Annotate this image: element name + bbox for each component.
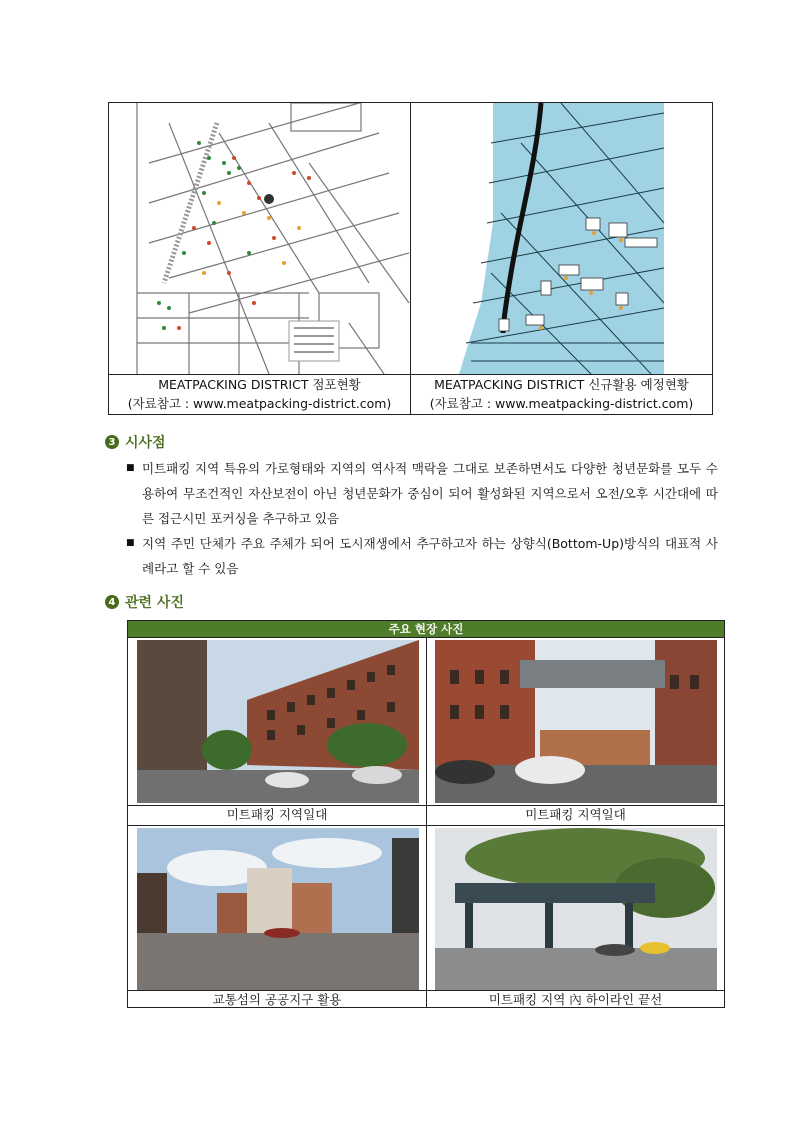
section-3-title: 시사점 — [125, 435, 166, 451]
planned-use-map-caption — [411, 374, 712, 414]
section-4-number-icon: 4 — [105, 595, 119, 609]
section-3-heading — [105, 432, 166, 452]
section-4-title: 관련 사진 — [125, 595, 184, 611]
photo-caption: 교통섬의 공공지구 활용 — [128, 990, 426, 1008]
list-item — [126, 456, 718, 531]
store-map-image — [109, 103, 410, 374]
section-4-heading — [105, 592, 184, 612]
planned-use-map-source: (자료참고 : www.meatpacking-district.com) — [429, 396, 694, 411]
store-map-source: (자료참고 : www.meatpacking-district.com) — [127, 396, 392, 411]
photo-traffic-island — [137, 828, 419, 990]
list-item — [126, 531, 718, 581]
photo-high-line-end — [435, 828, 717, 990]
photo-caption: 미트패킹 지역일대 — [427, 805, 724, 825]
photo-street-bridge — [435, 640, 717, 803]
square-bullet-icon: ■ — [126, 538, 135, 548]
store-map-caption — [109, 374, 411, 414]
divider — [128, 825, 724, 826]
bullet-text: 지역 주민 단체가 주요 주체가 되어 도시재생에서 추구하고자 하는 상향식(Bottom-Up)방식의 대표적 사례라고 할 수 있음 — [142, 536, 718, 576]
photo-caption: 미트패킹 지역 內 하이라인 끝선 — [427, 990, 724, 1008]
bullet-text: 미트패킹 지역 특유의 가로형태와 지역의 역사적 맥락을 그대로 보존하면서도 다양한 청년문화를 모두 수용하여 무조건적인 자산보전이 아닌 청년문화가 중심이 되어 활성화된 지역으로서 오전/오후 시간대에 따른 접근시민 포커싱을 추구하고 있음 — [142, 461, 718, 526]
planned-use-map-image — [411, 103, 712, 374]
planned-use-map-title: MEATPACKING DISTRICT 신규활용 예정현황 — [434, 377, 689, 392]
photo-street-buildings — [137, 640, 419, 803]
store-map — [109, 103, 411, 374]
planned-use-map — [411, 103, 712, 374]
photo-table — [127, 620, 725, 1008]
section-3-bullets — [126, 456, 718, 581]
map-table — [108, 102, 713, 415]
photo-table-header: 주요 현장 사진 — [128, 621, 724, 638]
section-3-number-icon: 3 — [105, 435, 119, 449]
store-map-title: MEATPACKING DISTRICT 점포현황 — [158, 377, 361, 392]
photo-caption: 미트패킹 지역일대 — [128, 805, 426, 825]
square-bullet-icon: ■ — [126, 463, 135, 473]
